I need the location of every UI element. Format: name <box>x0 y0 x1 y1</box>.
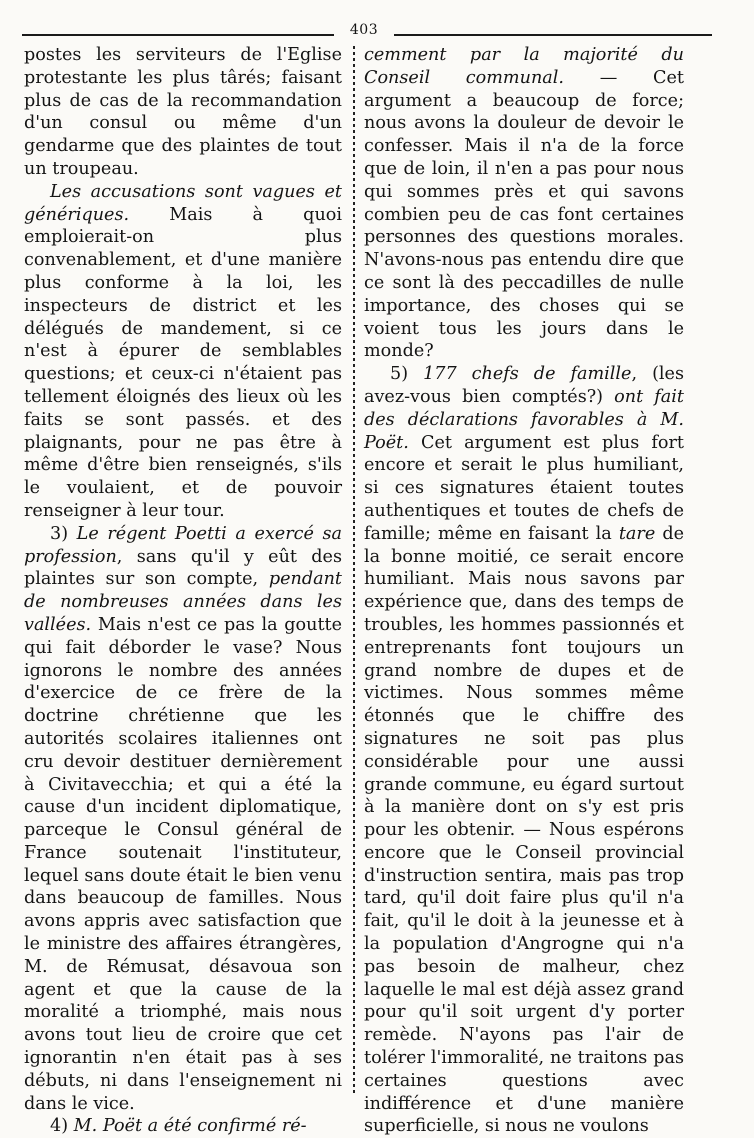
paragraph <box>364 44 684 363</box>
text-run: , (les avez-vous bien comptés?) <box>364 364 684 407</box>
text-run: 3) <box>50 523 77 544</box>
italic-text: ont fait des déclarations favorables à M. Poët. <box>364 386 684 453</box>
header-rule-right <box>394 34 712 36</box>
text-run: 5) <box>390 364 424 385</box>
page-number: 403 <box>349 22 379 38</box>
italic-text: Les accusations sont vagues et génériques. <box>24 181 342 225</box>
italic-text: tare <box>618 523 656 544</box>
column-divider <box>353 46 355 1096</box>
italic-text: cemment par la majorité du Conseil communal. <box>364 45 684 88</box>
left-column <box>24 44 342 1138</box>
text-run: Mais à quoi emploierait-on plus convenablement, et d'une manière plus conforme à la loi, les inspecteurs de district et les délégués de mandement, si ce n'est à épurer de semblables questions; et ceux-ci n'étaient pas tellement éloignés des lieux où les faits se sont passés. et des plaignants, pour ne pas être à même d'être bien renseignés, s'ils le voulaient, et de pouvoir renseigner à leur tour. <box>24 204 342 521</box>
paragraph <box>24 523 342 1116</box>
paragraph <box>24 181 342 523</box>
text-run: Cet argument est plus fort encore et serait le plus humiliant, si ces signatures étaient toutes authentiques et toutes de chefs de famille; même en faisant la <box>364 432 684 544</box>
text-run: — Cet argument a beaucoup de force; nous avons la douleur de devoir le confesser. Mais il n'a de la force que de loin, il n'en a pas pour nous qui sommes près et qui savons combien peu de cas font certaines personnes des questions morales. N'avons-nous pas entendu dire que ce sont là des peccadilles de nulle importance, des choses qui se voient tous les jours dans le monde? <box>364 67 684 362</box>
paragraph <box>24 44 342 181</box>
text-run: postes les serviteurs de l'Eglise protestante les plus târés; faisant plus de cas de la recommandation d'un consul ou même d'un gendarme que des plaintes de tout un troupeau. <box>24 45 342 179</box>
text-run: Mais n'est ce pas la goutte qui fait déborder le vase? Nous ignorons le nombre des années d'exercice de ce frère de la doctrine chrétienne que les autorités scolaires italiennes ont cru devoir destituer dernièrement à Civitavecchia; et qui a été la cause d'un incident diplomatique, parceque le Consul général de France soutenait l'instituteur, lequel sans doute était le bien venu dans beaucoup de familles. Nous avons appris avec satisfaction que le ministre des affaires étrangères, M. de Rémusat, désavoua son agent et que la cause de la moralité a triomphé, mais nous avons tout lieu de croire que cet ignorantin n'en était pas à ses débuts, ni dans l'enseignement ni dans le vice. <box>24 614 342 1114</box>
text-run: , sans qu'il y eût des plaintes sur son compte, <box>24 546 342 590</box>
text-run: 4) <box>50 1116 74 1137</box>
header-rule-left <box>22 34 334 36</box>
right-column <box>364 44 684 1138</box>
italic-text: 177 chefs de famille <box>423 364 632 385</box>
text-run: de la bonne moitié, ce serait encore humiliant. Mais nous savons par expérience que, dans des temps de troubles, les hommes passionnés et entreprenants font toujours un grand nombre de dupes et de victimes. Nous sommes même étonnés que le chiffre des signatures ne soit pas plus considérable pour une aussi grande commune, eu égard surtout à la manière dont on s'y est pris pour les obtenir. — Nous espérons encore que le Conseil provincial d'instruction sentira, mais pas trop tard, qu'il doit faire plus qu'il n'a fait, qu'il le doit à la jeunesse et à la population d'Angrogne qui n'a pas besoin de malheur, chez laquelle le mal est déjà assez grand pour qu'il soit urgent d'y porter remède. N'ayons pas l'air de tolérer l'immoralité, ne traitons pas certaines questions avec indifférence et d'une manière superficielle, si nous ne voulons <box>364 523 684 1137</box>
italic-text: pendant de nombreuses années dans les vallées. <box>24 569 342 635</box>
paragraph <box>364 363 684 1138</box>
page-header <box>22 22 712 42</box>
italic-text: M. Poët a été confirmé ré- <box>73 1116 307 1137</box>
italic-text: Le régent Poetti a exercé sa profession <box>24 523 343 567</box>
